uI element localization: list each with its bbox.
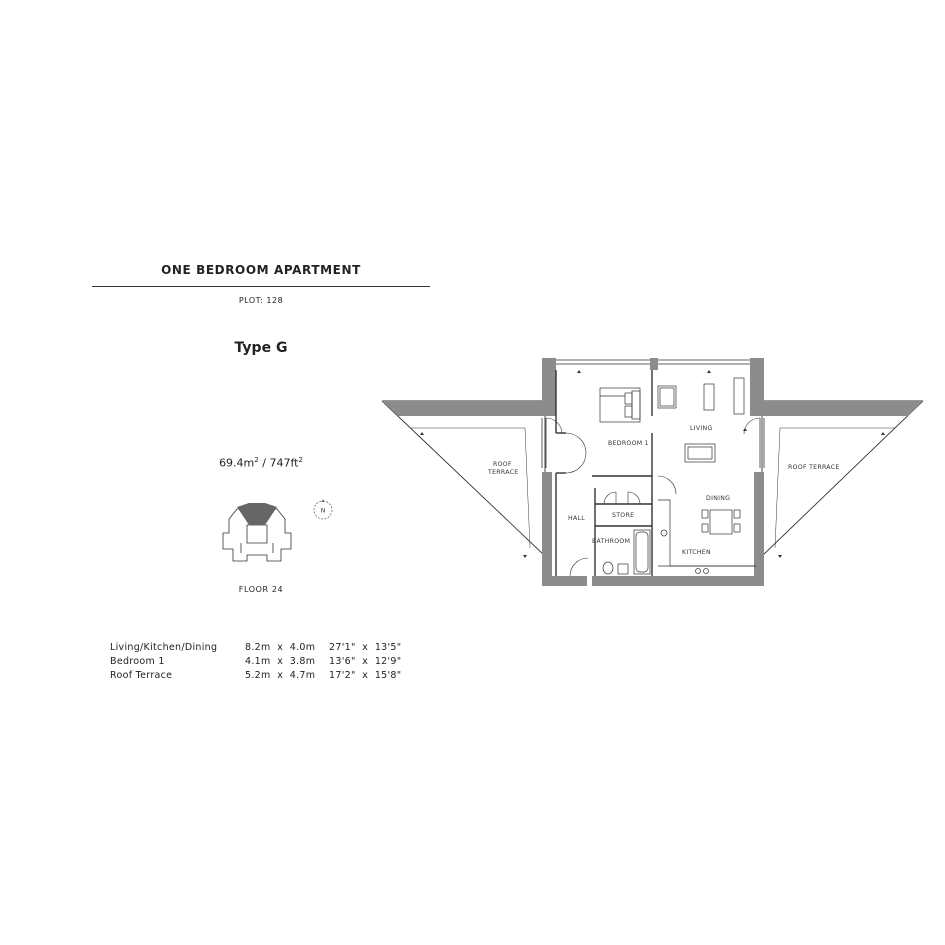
room-name: Roof Terrace [110,670,173,681]
north-compass-icon [311,498,335,522]
floor-plan [380,358,930,590]
bed [600,388,640,422]
plot-highlight [237,503,277,525]
label-roof-terrace-left-1: ROOF [493,461,512,468]
room-metric: 5.2m x 4.7m [245,670,316,681]
room-name: Living/Kitchen/Dining [110,642,218,653]
plan-title: ONE BEDROOM APARTMENT [161,263,361,277]
bathroom-fixtures [603,530,650,574]
label-bathroom: BATHROOM [592,538,631,545]
label-dining: DINING [706,495,731,502]
area-sqft-unit-sup: 2 [298,456,303,464]
label-kitchen: KITCHEN [682,549,711,556]
compass-label: N [320,507,326,515]
table-row [110,642,401,656]
title-divider [92,286,430,287]
dining-table [702,510,740,534]
interior-walls [556,370,652,576]
living-furniture [658,378,744,462]
room-imperial: 13'6" x 12'9" [329,656,402,667]
floor-label: FLOOR 24 [238,585,284,594]
building-key-plan [215,495,305,575]
room-imperial: 27'1" x 13'5" [329,642,402,653]
label-hall: HALL [568,515,585,522]
windows [542,360,764,468]
table-row [110,670,401,684]
room-metric: 8.2m x 4.0m [245,642,316,653]
room-name: Bedroom 1 [110,656,165,667]
table-row [110,656,401,670]
room-dimensions-table [110,642,401,684]
plot-number: PLOT: 128 [238,296,284,305]
area-sqm-unit-sup: 2 [254,456,259,464]
room-imperial: 17'2" x 15'8" [329,670,402,681]
apartment-type: Type G [234,340,288,356]
label-roof-terrace-right: ROOF TERRACE [788,464,840,471]
label-roof-terrace-left-2: TERRACE [488,469,519,476]
structural-walls [542,358,764,586]
area-separator: / [258,456,270,470]
label-bedroom: BEDROOM 1 [608,440,649,447]
kitchen-counter [658,500,756,574]
label-store: STORE [612,512,635,519]
room-metric: 4.1m x 3.8m [245,656,316,667]
area-sqm: 69.4m [219,456,255,470]
label-living: LIVING [690,425,713,432]
area-sqft: 747ft [269,456,299,470]
